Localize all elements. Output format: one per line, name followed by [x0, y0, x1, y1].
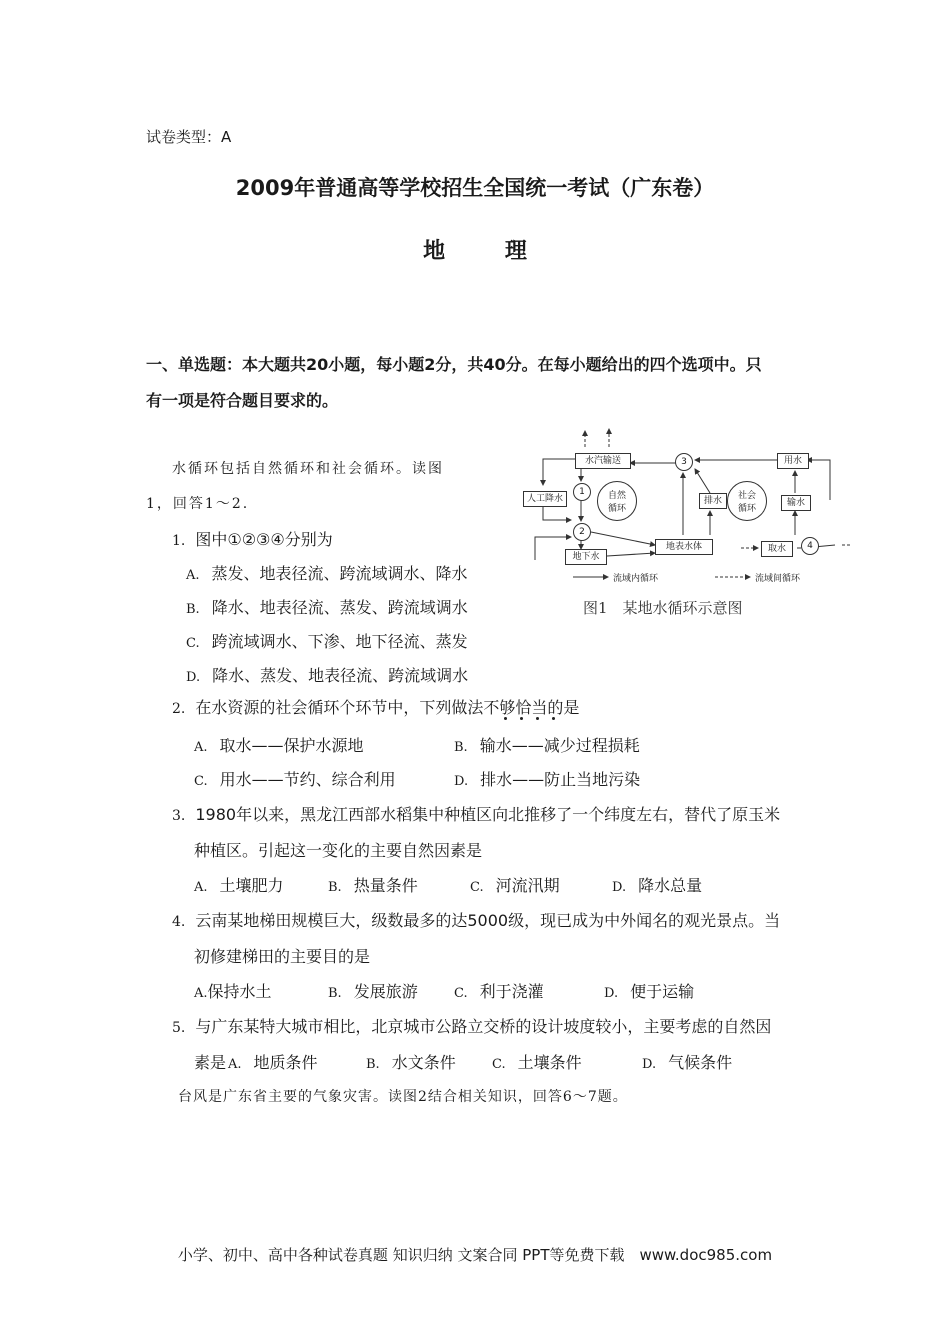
section-heading-line1: 一、单选题：本大题共20小题，每小题2分，共40分。在每小题给出的四个选项中。只	[146, 355, 762, 374]
question-5-stem-prefix: 素是	[194, 1053, 227, 1072]
line-right-to-use	[807, 460, 830, 500]
question-2	[172, 695, 579, 718]
box-drainage: 排水	[699, 493, 727, 509]
question-3-option-c: C. 河流汛期	[470, 876, 560, 895]
intro-figure1-line1: 水循环包括自然循环和社会循环。读图	[172, 461, 444, 477]
question-1-stem: 图中①②③④分别为	[195, 530, 333, 549]
question-1-option-b: B. 降水、地表径流、蒸发、跨流域调水	[186, 598, 468, 617]
intro-figure2: 台风是广东省主要的气象灾害。读图2结合相关知识，回答6～7题。	[178, 1089, 628, 1105]
question-3-option-b: B. 热量条件	[328, 876, 418, 895]
legend-inner-label: 流域内循环	[613, 574, 659, 584]
line-rain-to-c2	[543, 506, 571, 520]
question-5-number: 5.	[172, 1020, 186, 1036]
emphasis-dot	[520, 717, 523, 720]
box-intake: 取水	[761, 541, 793, 557]
question-1-number: 1.	[172, 533, 186, 549]
question-3-stem-line1: 1980年以来，黑龙江西部水稻集中种植区向北推移了一个纬度左右，替代了原玉米	[195, 805, 781, 824]
line-c2-to-surface	[591, 532, 655, 545]
question-2-option-b: B. 输水——减少过程损耗	[454, 736, 640, 755]
natural-cycle-label-1: 自然	[607, 491, 626, 501]
question-4-option-a: A.保持水土	[194, 982, 272, 1001]
question-1-option-c: C. 跨流域调水、下渗、地下径流、蒸发	[186, 632, 468, 651]
question-4-option-c: C. 利于浇灌	[454, 982, 544, 1001]
question-5	[172, 1014, 771, 1037]
box-vapor: 水汽输送	[575, 453, 631, 469]
exam-title: 2009年普通高等学校招生全国统一考试（广东卷）	[235, 176, 715, 200]
natural-cycle-label-2: 循环	[607, 504, 626, 514]
question-5-option-a: 地质条件	[253, 1053, 318, 1072]
circle-3: 3	[675, 453, 693, 471]
circle-1: 1	[573, 483, 591, 501]
intro-figure1-line2: 1，回答1～2.	[146, 496, 250, 512]
subject-title: 地 理	[423, 239, 553, 264]
section-heading-line2: 有一项是符合题目要求的。	[146, 391, 339, 410]
legend-inter-label: 流域间循环	[755, 574, 801, 584]
footer-ad[interactable]: 小学、初中、高中各种试卷真题 知识归纳 文案合同 PPT等免费下载 www.doc985.com	[177, 1246, 773, 1264]
question-1	[172, 527, 333, 550]
emphasis-dot	[552, 717, 555, 720]
question-3-option-d: D. 降水总量	[612, 876, 703, 895]
circle-2: 2	[573, 523, 591, 541]
question-3-number: 3.	[172, 808, 186, 824]
natural-cycle-oval	[597, 481, 637, 521]
question-1-option-d: D. 降水、蒸发、地表径流、跨流域调水	[186, 666, 469, 685]
question-4	[172, 908, 780, 931]
question-5-option-b: B. 水文条件	[366, 1053, 456, 1072]
question-1-option-a: A. 蒸发、地表径流、跨流域调水、降水	[186, 564, 468, 583]
paper-type: 试卷类型：A	[146, 128, 232, 146]
question-2-number: 2.	[172, 701, 186, 717]
question-3-option-a: A. 土壤肥力	[194, 876, 284, 895]
question-4-option-d: D. 便于运输	[604, 982, 695, 1001]
question-5-option-d: D. 气候条件	[642, 1053, 733, 1072]
social-cycle-label-1: 社会	[737, 491, 756, 501]
question-2-stem: 在水资源的社会循环个环节中，下列做法不够恰当的是	[195, 698, 580, 717]
question-5-stem-line1: 与广东某特大城市相比，北京城市公路立交桥的设计坡度较小，主要考虑的自然因	[195, 1017, 772, 1036]
social-cycle-oval	[727, 481, 767, 521]
question-2-option-d: D. 排水——防止当地污染	[454, 770, 641, 789]
question-4-number: 4.	[172, 914, 186, 930]
emphasis-dot	[504, 717, 507, 720]
question-2-option-a: A. 取水——保护水源地	[194, 736, 364, 755]
question-5-option-c: C. 土壤条件	[492, 1053, 582, 1072]
box-water-supply: 输水	[781, 495, 811, 511]
box-groundwater: 地下水	[565, 549, 607, 565]
emphasis-dot	[536, 717, 539, 720]
figure1-caption: 图1 某地水循环示意图	[583, 599, 743, 617]
figure-water-cycle	[505, 425, 850, 625]
question-2-option-c: C. 用水——节约、综合利用	[194, 770, 396, 789]
question-3-stem-line2: 种植区。引起这一变化的主要自然因素是	[194, 841, 483, 860]
question-5-stem-line2: 素是 A. 地质条件	[194, 1053, 318, 1072]
question-4-stem-line2: 初修建梯田的主要目的是	[194, 947, 371, 966]
line-vapor-to-rain	[543, 459, 575, 485]
circle-4: 4	[801, 537, 819, 555]
social-cycle-label-2: 循环	[737, 504, 756, 514]
question-4-stem-line1: 云南某地梯田规模巨大，级数最多的达5000级，现已成为中外闻名的观光景点。当	[195, 911, 781, 930]
line-ground-to-surface	[607, 553, 655, 556]
box-artificial-rain: 人工降水	[523, 491, 567, 507]
line-drain-to-c3	[695, 469, 710, 493]
question-3	[172, 802, 780, 825]
box-surface-water: 地表水体	[655, 539, 713, 555]
box-water-use: 用水	[777, 453, 809, 469]
question-4-option-b: B. 发展旅游	[328, 982, 418, 1001]
